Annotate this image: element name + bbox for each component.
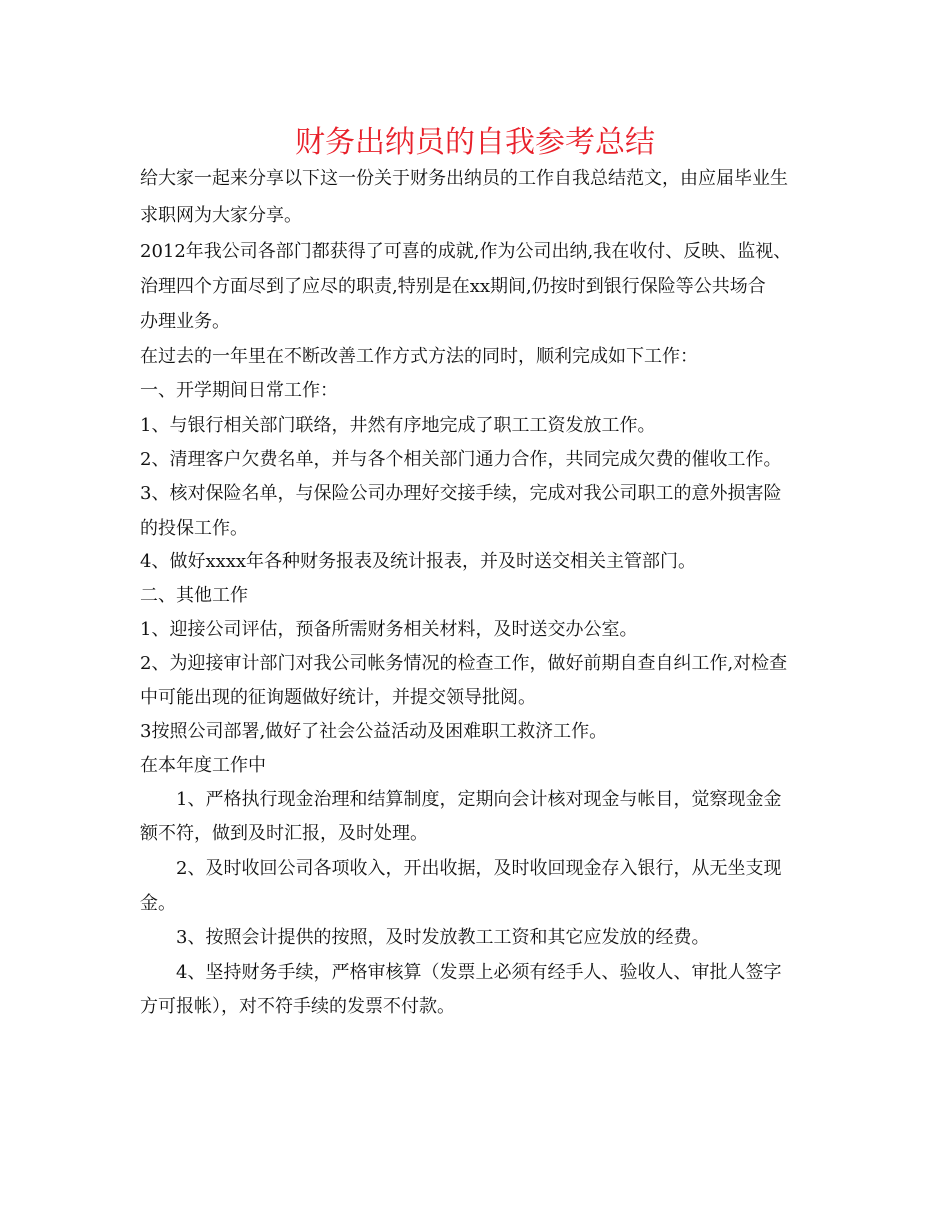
- section-heading: 一、开学期间日常工作：: [140, 380, 338, 401]
- document-title: 财务出纳员的自我参考总结: [295, 125, 655, 160]
- list-item: 4、做好xxxx年各种财务报表及统计报表，并及时送交相关主管部门。: [140, 551, 697, 572]
- list-item: 3、核对保险名单，与保险公司办理好交接手续，完成对我公司职工的意外损害险: [140, 483, 782, 504]
- paragraph-line: 给大家一起来分享以下这一份关于财务出纳员的工作自我总结范文，由应届毕业生: [140, 168, 788, 189]
- paragraph-line: 办理业务。: [140, 311, 230, 332]
- list-item: 3、按照会计提供的按照，及时发放教工工资和其它应发放的经费。: [176, 927, 710, 948]
- paragraph-line: 在过去的一年里在不断改善工作方式方法的同时，顺利完成如下工作：: [140, 346, 698, 367]
- list-item: 2、为迎接审计部门对我公司帐务情况的检查工作，做好前期自查自纠工作,对检查: [140, 653, 788, 674]
- list-item-continuation: 的投保工作。: [140, 518, 248, 539]
- list-item: 1、严格执行现金治理和结算制度，定期向会计核对现金与帐目，觉察现金金: [176, 789, 782, 810]
- paragraph-line: 求职网为大家分享。: [140, 205, 302, 226]
- paragraph-line: 2012年我公司各部门都获得了可喜的成就,作为公司出纳,我在收付、反映、监视、: [140, 241, 792, 262]
- list-item: 1、迎接公司评估，预备所需财务相关材料，及时送交办公室。: [140, 619, 638, 640]
- list-item: 1、与银行相关部门联络，井然有序地完成了职工工资发放工作。: [140, 415, 656, 436]
- section-heading: 二、其他工作: [140, 585, 248, 606]
- list-item: 2、清理客户欠费名单，并与各个相关部门通力合作，共同完成欠费的催收工作。: [140, 449, 782, 470]
- list-item: 2、及时收回公司各项收入，开出收据，及时收回现金存入银行，从无坐支现: [176, 858, 782, 879]
- section-heading: 在本年度工作中: [140, 755, 266, 776]
- list-item-continuation: 金。: [140, 893, 176, 914]
- list-item-continuation: 方可报帐），对不符手续的发票不付款。: [140, 996, 455, 1017]
- list-item: 4、坚持财务手续，严格审核算（发票上必须有经手人、验收人、审批人签字: [176, 962, 782, 983]
- list-item: 3按照公司部署,做好了社会公益活动及困难职工救济工作。: [140, 721, 608, 742]
- list-item-continuation: 额不符，做到及时汇报，及时处理。: [140, 823, 428, 844]
- paragraph-line: 治理四个方面尽到了应尽的职责,特别是在xx期间,仍按时到银行保险等公共场合: [140, 276, 766, 297]
- list-item-continuation: 中可能出现的征询题做好统计，并提交领导批阅。: [140, 687, 536, 708]
